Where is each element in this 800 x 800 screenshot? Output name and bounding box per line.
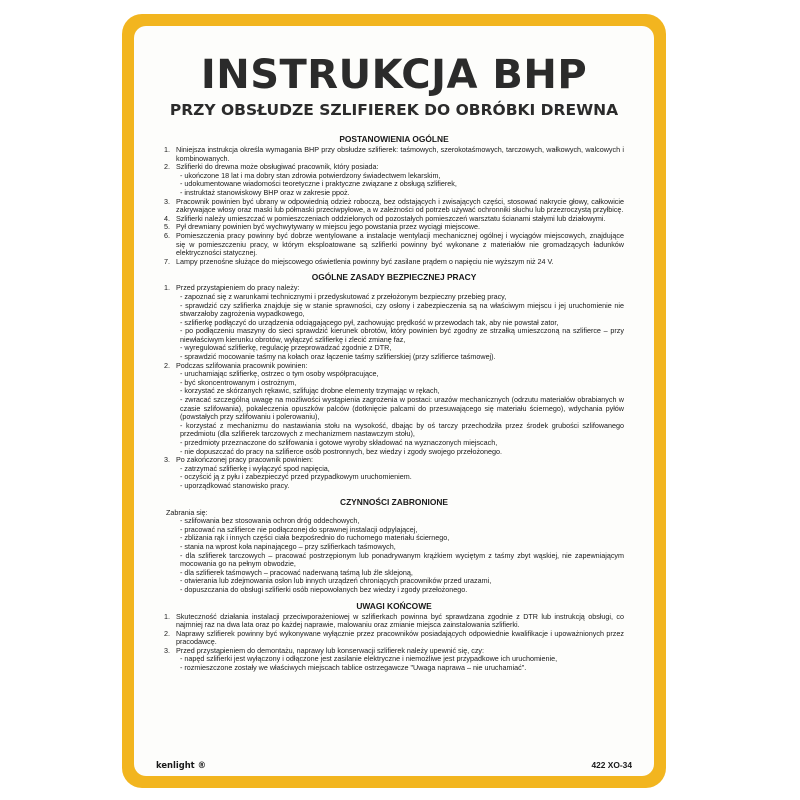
list-subitem: - zatrzymać szlifierkę i wyłączyć spod napięcia, [180,463,330,473]
list-subitem: - przedmioty przeznaczone do szlifowania i gotowe wyroby składować na wyznaczonych miejscach, [180,438,498,447]
list-item [164,456,624,465]
list-subitem: - szlifierkę podłączyć do urządzenia odciągającego pył, zachowując prędkość w przewodach tak, aby nie powstał zator, [180,317,559,327]
item-number: 3. [164,645,170,655]
list-subitem: - oczyścić ją z pyłu i zabezpieczyć przed przypadkowym uruchomieniem. [180,472,412,482]
item-text: Przed przystąpieniem do demontażu, naprawy lub konserwacji szlifierek należy upewnić się, czy: [176,645,485,655]
list-item [164,613,624,630]
list-subitem: - sprawdzić czy szlifierka znajduje się w stanie sprawności, czy osłony i zabezpieczenia są na właściwym miejscu i jej uruchomienie nie stwarzałoby zagrożenia wypadkowego, [180,300,624,319]
sign-footer [156,758,632,770]
list-subitem: - napęd szlifierki jest wyłączony i odłączone jest zasilanie elektryczne i niemożliwe jest przypadkowe ich uruchomienie, [180,654,558,664]
item-text: Pracownik powinien być ubrany w odpowiednią odzież roboczą, bez odstających i zwisających części, stosować nakrycie głowy, całkowicie zakrywające włosy oraz maski lub półmaski przeciwpyłowe, a w zależności od potrzeb używać ochronniki słuchu lub przezroczystą przyłbicę. [176,196,624,215]
item-text: Niniejsza instrukcja określa wymagania BHP przy obsłudze szlifierek: taśmowych, szerokotaśmowych, tarczowych, wałkowych, walcowych i kombinowanych. [176,145,624,163]
item-number: 6. [164,230,170,240]
list-item [164,163,624,172]
section-heading: OGÓLNE ZASADY BEZPIECZNEJ PRACY [311,272,477,283]
list-item [164,362,624,371]
list-subitem: - rozmieszczone zostały we właściwych miejscach tablice ostrzegawcze "Uwaga naprawa – nie uruchamiać". [180,663,527,673]
section-final [164,601,624,673]
list-subitem: - stania na wprost koła napinającego – przy szlifierkach taśmowych, [180,541,396,551]
item-text: Szlifierki należy umieszczać w pomieszczeniach oddzielonych od pozostałych pomieszczeń warsztatu ścianami stałymi lub działowymi. [176,213,606,223]
item-text: Pomieszczenia pracy powinny być dobrze wentylowane a instalacje wentylacji mechanicznej ogólnej i wyciągów miejscowych, znajdujące się w pomieszczeniu pracy, w którym eksploatowane są szlifierki powinny być wykonane z materiałów nie gromadzących ładunków elektryczności statycznej. [176,230,624,258]
item-number: 5. [164,222,170,232]
list-subitem: - dopuszczania do obsługi szlifierki osób niepowołanych bez wiedzy i zgody przełożonego. [180,584,468,594]
list-subitem: - zapoznać się z warunkami technicznymi i przedyskutować z przełożonym bezpieczny przebieg pracy, [180,291,507,301]
item-text: Podczas szlifowania pracownik powinien: [176,360,308,370]
item-number: 2. [164,162,170,172]
brand-logo: kenlight ® [156,760,206,770]
list-item [164,258,624,267]
item-text: Lampy przenośne służące do miejscowego oświetlenia powinny być zasilane prądem o napięciu nie wyższym niż 24 V. [176,256,554,266]
section-list [164,146,624,266]
list-subitem: - otwierania lub zdejmowania osłon lub innych urządzeń chroniących pracowników przed urazami, [180,576,492,586]
list-subitem: - korzystać z mechanizmu do nastawiania stołu na wysokość, dbając by oś tarczy przechodziła przez środek grubości szlifowanego przedmiotu (dla szlifierek tarczowych z mechanizmem nastawczym stołu), [180,420,624,439]
list-item [164,284,624,293]
list-subitem: - dla szlifierek taśmowych – pracować naderwaną taśmą lub źle sklejoną, [180,567,413,577]
list-subitem: - zbliżania rąk i innych części ciała bezpośrednio do ruchomego materiału ściernego, [180,533,450,543]
list-subitem: - dla szlifierek tarczowych – pracować postrzępionym lub ponadrywanym krążkiem wyciętym z taśmy zbyt wąskiej, nie zapewniającym mocowania go na pełnym obwodzie, [180,550,624,569]
item-text: Naprawy szlifierek powinny być wykonywane wyłącznie przez pracowników posiadających odpowiednie kwalifikacje i upoważnionych przez pracodawcę. [176,628,624,647]
sign-panel [134,26,654,776]
list-subitem: - wyregulować szlifierkę, regulację przeprowadzać zgodnie z DTR, [180,343,392,353]
item-number: 7. [164,256,170,266]
list-subitem: - szlifowania bez stosowania ochron dróg oddechowych, [180,516,360,526]
item-number: 4. [164,213,170,223]
item-number: 1. [164,283,170,293]
item-number: 3. [164,455,170,465]
list-subitem: - zwracać szczególną uwagę na możliwości wystąpienia zagrożenia w postaci: urazów mechanicznych (odrzutu materiałów obrabianych w czasie szlifowania), pokaleczenia opuszków palców (dotknięcie palcami do przesuwającego się materiału ściernego), wdychania pyłów (powstałych przy szlifowaniu i polerowaniu), [180,395,624,422]
list-item [164,647,624,656]
item-text: Pył drewniany powinien być wychwytywany w miejscu jego powstania przez wyciągi miejscowe. [176,222,480,232]
item-text: Po zakończonej pracy pracownik powinien: [176,455,314,465]
list-subitem: - uruchamiając szlifierkę, ostrzec o tym osoby współpracujące, [180,369,379,379]
safety-sign [122,14,666,788]
list-subitem: - sprawdzić mocowanie taśmy na kołach oraz łączenie taśmy szlifierskiej (przy szlifierce taśmowej). [180,352,496,362]
section-list [164,613,624,673]
list-subitem: - ukończone 18 lat i ma dobry stan zdrowia potwierdzony świadectwem lekarskim, [180,170,441,180]
item-text: Skuteczność działania instalacji przeciwporażeniowej w szlifierkach powinna być sprawdzana zgodnie z DTR lub instrukcją obsługi, co najmniej raz na dwa lata oraz po każdej naprawie, malowaniu oraz zmianie miejsca zainstalowania szlifierki. [176,611,624,630]
list-subitem: - uporządkować stanowisko pracy. [180,480,290,490]
list-subitem: - być skoncentrowanym i ostrożnym, [180,377,297,387]
list-subitem: - udokumentowane wiadomości teoretyczne i praktyczne związane z obsługą szlifierek, [180,179,457,189]
item-number: 3. [164,196,170,206]
list-subitem: - nie dopuszczać do pracy na szlifierce osób postronnych, bez wiedzy i zgody swojego przełożonego. [180,446,503,456]
section-heading: CZYNNOŚCI ZABRONIONE [340,496,448,507]
list-subitem: - po podłączeniu maszyny do sieci sprawdzić kierunek obrotów, który powinien być zgodny ze strzałką umieszczoną na szlifierce – przy niewłaściwym kierunku obrotów, wyłączyć szlifierkę i zlecić zmianę faz, [180,326,624,344]
list-item [164,146,624,163]
list-item [164,630,624,647]
list-item [164,232,624,258]
item-text: Przed przystąpieniem do pracy należy: [176,283,300,293]
section-heading: UWAGI KOŃCOWE [356,600,432,611]
section-list [164,517,624,594]
section-general [164,134,624,266]
item-number: 1. [164,611,170,621]
prohibited-intro: Zabrania się: [166,507,208,517]
item-number: 2. [164,360,170,370]
list-subitem: - pracować na szlifierce nie podłączonej do sprawnej instalacji odpylającej, [180,524,418,534]
list-subitem: - korzystać ze skórzanych rękawic, szlifując drobne elementy trzymając w rękach, [180,386,440,396]
list-item [164,198,624,215]
product-code: 422 XO-34 [591,760,632,770]
item-number: 2. [164,628,170,638]
item-number: 1. [164,145,170,154]
list-subitem: - instruktaż stanowiskowy BHP oraz w zakresie ppoż. [180,187,350,197]
section-list [164,284,624,490]
section-prohibited [164,497,624,595]
section-heading: POSTANOWIENIA OGÓLNE [339,134,449,144]
sign-title: INSTRUKCJA BHP [200,52,588,98]
sign-subtitle: PRZY OBSŁUDZE SZLIFIEREK DO OBRÓBKI DREWNA [169,101,619,119]
section-rules [164,272,624,490]
item-text: Szlifierki do drewna może obsługiwać pracownik, który posiada: [176,162,379,172]
